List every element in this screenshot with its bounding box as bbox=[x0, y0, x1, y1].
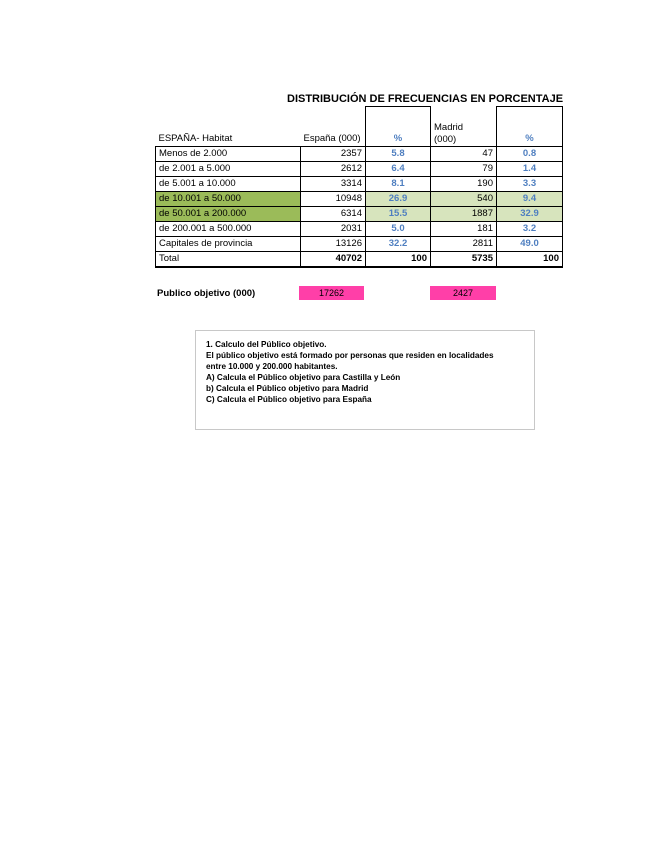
row-pct-madrid: 32.9 bbox=[497, 207, 563, 222]
row-espana: 13126 bbox=[301, 237, 366, 252]
row-espana: 2357 bbox=[301, 147, 366, 162]
header-row bbox=[156, 107, 563, 147]
table-row-highlighted bbox=[156, 207, 563, 222]
header-madrid bbox=[431, 107, 497, 147]
row-espana: 6314 bbox=[301, 207, 366, 222]
header-madrid-line2: (000) bbox=[434, 134, 457, 145]
header-habitat: ESPAÑA- Habitat bbox=[156, 107, 301, 147]
row-pct-espana: 8.1 bbox=[366, 177, 431, 192]
publico-objetivo-label: Publico objetivo (000) bbox=[157, 288, 256, 299]
row-pct-espana: 26.9 bbox=[366, 192, 431, 207]
row-espana: 2031 bbox=[301, 222, 366, 237]
row-label: de 50.001 a 200.000 bbox=[156, 207, 301, 222]
instruction-text: entre 10.000 y 200.000 habitantes. bbox=[206, 362, 338, 371]
total-espana: 40702 bbox=[301, 252, 366, 268]
row-espana: 2612 bbox=[301, 162, 366, 177]
row-label: Menos de 2.000 bbox=[156, 147, 301, 162]
instruction-heading: 1. Calculo del Público objetivo. bbox=[206, 340, 327, 349]
total-row bbox=[156, 252, 563, 268]
row-label: de 2.001 a 5.000 bbox=[156, 162, 301, 177]
table-row bbox=[156, 222, 563, 237]
publico-objetivo-madrid: 2427 bbox=[430, 286, 496, 300]
table-row bbox=[156, 147, 563, 162]
total-pct-espana: 100 bbox=[366, 252, 431, 268]
table-row bbox=[156, 237, 563, 252]
row-label: de 10.001 a 50.000 bbox=[156, 192, 301, 207]
table-row-highlighted bbox=[156, 192, 563, 207]
instructions-box bbox=[195, 330, 535, 430]
total-label: Total bbox=[156, 252, 301, 268]
row-pct-espana: 15.5 bbox=[366, 207, 431, 222]
row-madrid: 79 bbox=[431, 162, 497, 177]
row-pct-espana: 5.0 bbox=[366, 222, 431, 237]
row-pct-madrid: 3.3 bbox=[497, 177, 563, 192]
instruction-item: C) Calcula el Público objetivo para España bbox=[206, 395, 372, 404]
row-espana: 3314 bbox=[301, 177, 366, 192]
table-title: DISTRIBUCIÓN DE FRECUENCIAS EN PORCENTAJE bbox=[287, 93, 564, 105]
header-espana: España (000) bbox=[301, 107, 366, 147]
row-madrid: 190 bbox=[431, 177, 497, 192]
row-espana: 10948 bbox=[301, 192, 366, 207]
row-pct-madrid: 1.4 bbox=[497, 162, 563, 177]
header-pct-espana: % bbox=[366, 107, 431, 147]
header-pct-madrid: % bbox=[497, 107, 563, 147]
instruction-item: b) Calcula el Público objetivo para Madrid bbox=[206, 384, 369, 393]
row-madrid: 181 bbox=[431, 222, 497, 237]
row-pct-madrid: 49.0 bbox=[497, 237, 563, 252]
table-row bbox=[156, 162, 563, 177]
frequency-table bbox=[155, 106, 563, 268]
instruction-text: El público objetivo está formado por personas que residen en localidades bbox=[206, 351, 494, 360]
row-label: de 200.001 a 500.000 bbox=[156, 222, 301, 237]
table-row bbox=[156, 177, 563, 192]
row-pct-espana: 32.2 bbox=[366, 237, 431, 252]
row-madrid: 1887 bbox=[431, 207, 497, 222]
instruction-item: A) Calcula el Público objetivo para Castilla y León bbox=[206, 373, 401, 382]
row-madrid: 2811 bbox=[431, 237, 497, 252]
header-madrid-line1: Madrid bbox=[434, 122, 464, 133]
row-madrid: 540 bbox=[431, 192, 497, 207]
row-pct-madrid: 9.4 bbox=[497, 192, 563, 207]
total-pct-madrid: 100 bbox=[497, 252, 563, 268]
total-madrid: 5735 bbox=[431, 252, 497, 268]
row-pct-espana: 5.8 bbox=[366, 147, 431, 162]
row-pct-madrid: 0.8 bbox=[497, 147, 563, 162]
row-pct-madrid: 3.2 bbox=[497, 222, 563, 237]
publico-objetivo-espana: 17262 bbox=[299, 286, 364, 300]
row-madrid: 47 bbox=[431, 147, 497, 162]
row-pct-espana: 6.4 bbox=[366, 162, 431, 177]
row-label: de 5.001 a 10.000 bbox=[156, 177, 301, 192]
row-label: Capitales de provincia bbox=[156, 237, 301, 252]
